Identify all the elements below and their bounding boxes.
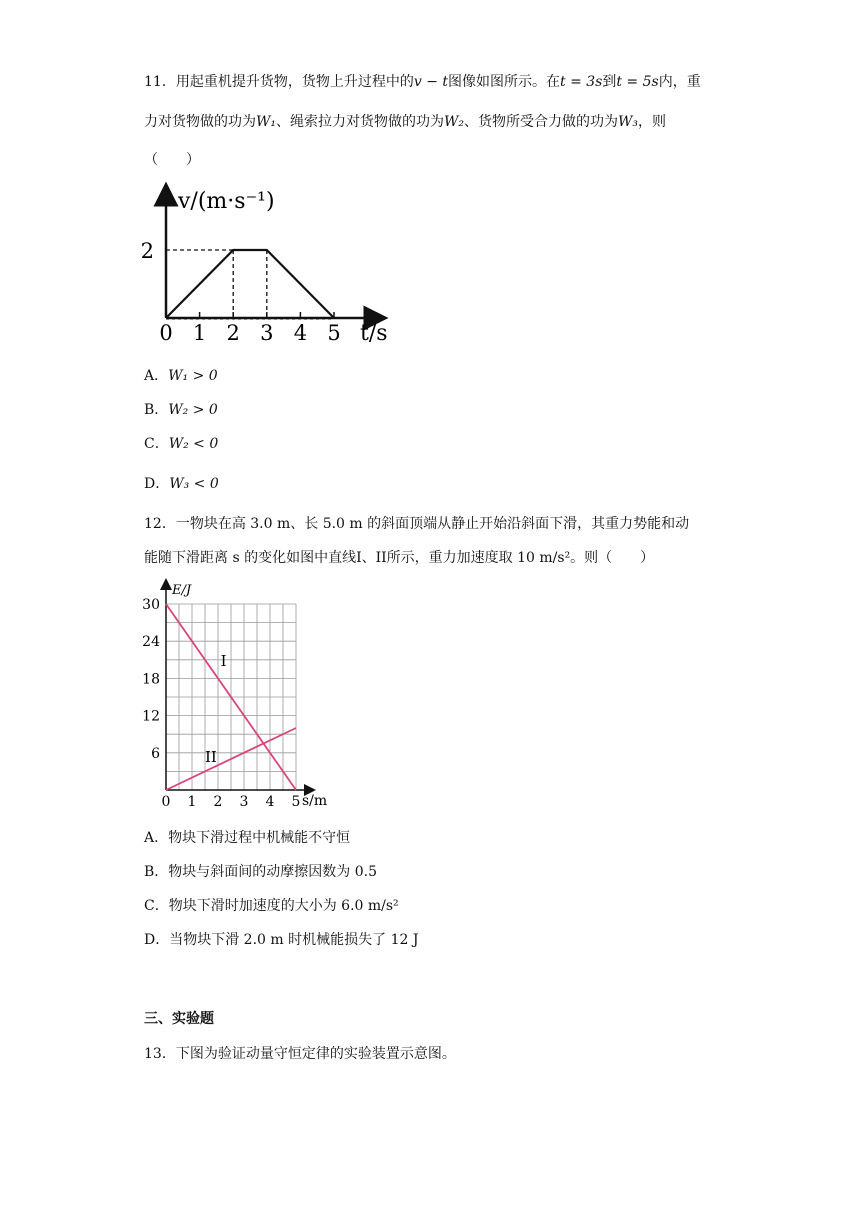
vt-chart (140, 180, 400, 350)
option-letter: B． (144, 864, 169, 880)
vt-series-line (166, 250, 334, 318)
option-expr: W₂ < 0 (168, 436, 219, 452)
option-letter: C． (144, 898, 169, 914)
q12-option-c (144, 896, 399, 916)
vt-x-tick-label: 2 (226, 321, 240, 345)
q11-w1: W₁ (256, 114, 277, 130)
option-text: 物块与斜面间的动摩擦因数为 0.5 (168, 864, 378, 880)
q11-text: 到 (602, 74, 617, 90)
q11-option-a (144, 366, 218, 386)
q11-t1: t = 3s (560, 74, 603, 90)
q11-bracket: （ ） (144, 152, 200, 168)
es-x-tick-label: 5 (291, 794, 301, 810)
q13-line-1: 13．下图为验证动量守恒定律的实验装置示意图。 (144, 1046, 456, 1062)
option-text: 当物块下滑 2.0 m 时机械能损失了 12 J (169, 932, 419, 948)
option-letter: A． (144, 368, 169, 384)
vt-y-label: v/(m·s⁻¹) (178, 189, 275, 214)
q11-t2: t = 5s (616, 74, 659, 90)
es-x-label: s/m (302, 793, 328, 809)
q11-text: 力对货物做的功为 (144, 114, 256, 130)
q11-option-c (144, 434, 218, 454)
q11-w2: W₂ (444, 114, 465, 130)
vt-x-label: t/s (360, 321, 388, 346)
q11-vt-symbol: v − t (413, 74, 448, 90)
vt-x-tick-label: 1 (192, 321, 207, 345)
es-x-tick-label: 0 (161, 794, 171, 810)
q11-line-2 (144, 112, 666, 132)
vt-x-tick-label: 5 (327, 321, 341, 345)
option-expr: W₂ > 0 (168, 402, 218, 418)
vt-x-tick-label: 3 (260, 321, 274, 345)
q12-line-2: 能随下滑距离 s 的变化如图中直线I、II所示，重力加速度取 10 m/s²。则（ ） (144, 550, 655, 566)
option-expr: W₁ > 0 (168, 368, 218, 384)
option-letter: C． (144, 436, 169, 452)
es-series-label-II: II (205, 748, 217, 767)
q11-w3: W₃ (618, 114, 639, 130)
option-letter: D． (144, 476, 170, 492)
option-letter: D． (144, 932, 170, 948)
q11-option-d (144, 474, 219, 494)
q11-text: ，则 (638, 114, 667, 130)
es-y-tick-label: 24 (142, 634, 160, 651)
es-y-tick-label: 6 (151, 745, 160, 762)
es-x-tick-label: 3 (239, 794, 249, 810)
vt-x-tick-label: 0 (159, 321, 173, 345)
option-text: 物块下滑过程中机械能不守恒 (168, 830, 351, 846)
energy-chart (140, 578, 340, 810)
q11-option-b (144, 400, 218, 420)
es-x-tick-label: 2 (213, 794, 223, 810)
option-text: 物块下滑时加速度的大小为 6.0 m/s² (168, 898, 399, 914)
q11-text: 图像如图所示。在 (448, 74, 560, 90)
vt-x-tick-label: 4 (293, 321, 308, 345)
q11-line-1 (144, 72, 701, 92)
es-y-tick-label: 18 (142, 671, 160, 688)
es-y-tick-label: 30 (142, 597, 160, 613)
section-title: 三、实验题 (144, 1011, 214, 1027)
q12-option-b (144, 862, 377, 882)
q11-text: 内，重 (658, 74, 701, 90)
vt-y-tick-label: 2 (140, 239, 154, 263)
q11-text: 、货物所受合力做的功为 (464, 114, 619, 130)
es-x-tick-label: 4 (265, 794, 275, 810)
q12-option-d (144, 930, 418, 950)
option-letter: A． (144, 830, 169, 846)
q11-text: 、绳索拉力对货物做的功为 (276, 114, 445, 130)
es-series-label-I: I (220, 652, 227, 670)
q11-text: 11．用起重机提升货物，货物上升过程中的 (144, 74, 414, 90)
option-letter: B． (144, 402, 169, 418)
q12-line-1: 12．一物块在高 3.0 m、长 5.0 m 的斜面顶端从静止开始沿斜面下滑，其重力势能和动 (144, 516, 690, 532)
es-y-label: E/J (172, 583, 192, 598)
option-expr: W₃ < 0 (169, 476, 219, 492)
es-y-tick-label: 12 (142, 708, 160, 725)
es-x-tick-label: 1 (187, 794, 197, 810)
q12-option-a (144, 828, 350, 848)
